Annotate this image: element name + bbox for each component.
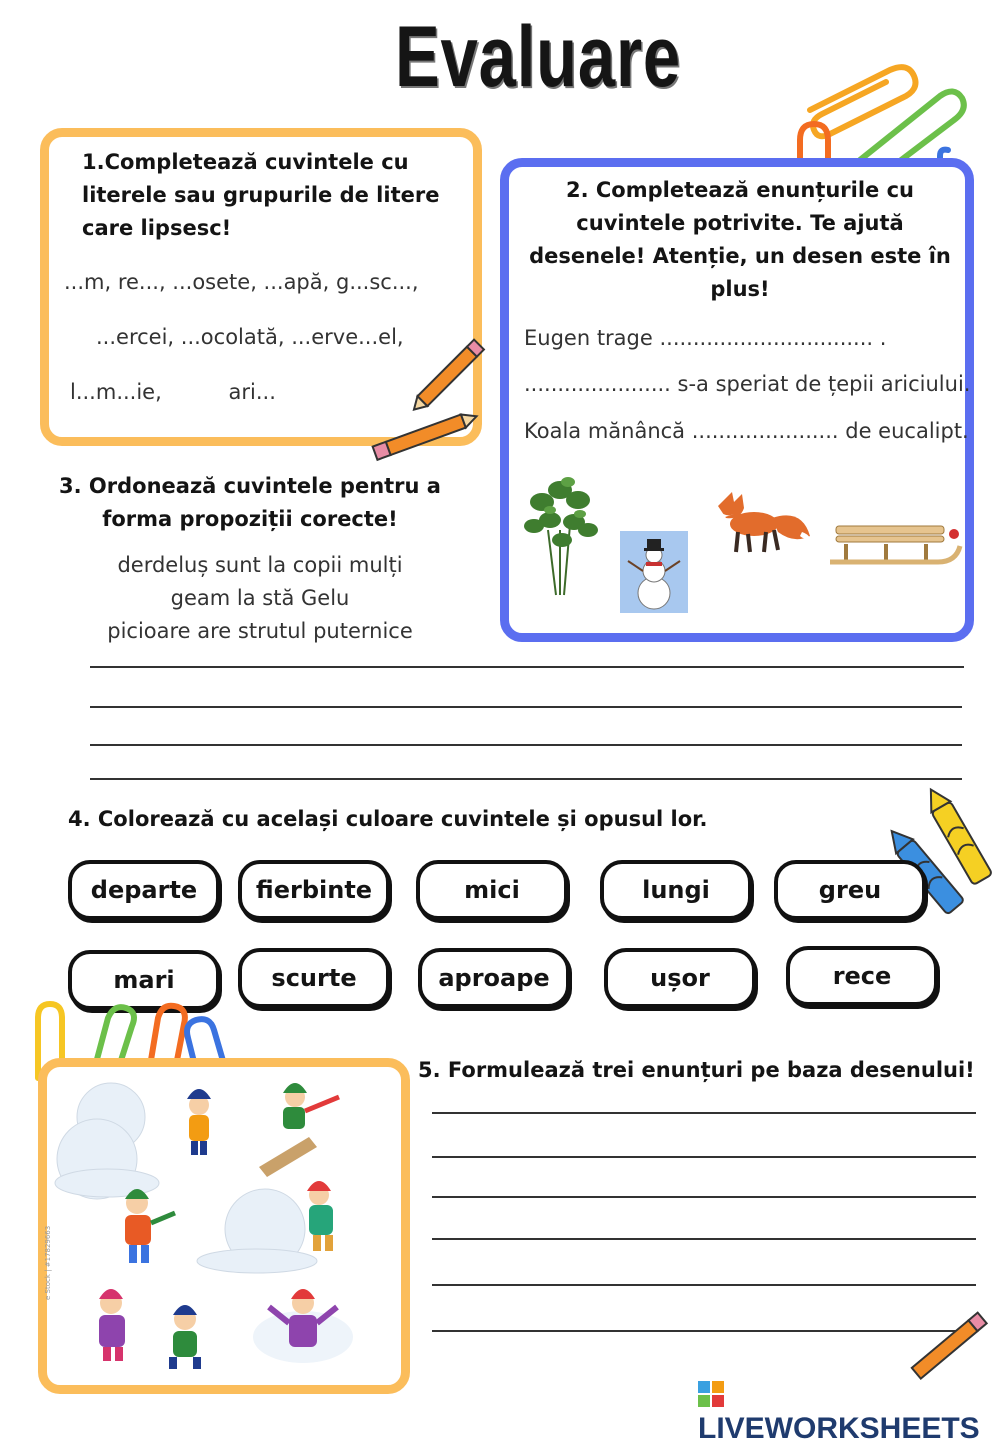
exercise-1-row[interactable]: l...m...ie, ari...: [70, 380, 276, 404]
exercise-3-sentence: picioare are strutul puternice: [107, 619, 413, 643]
exercise-2-sentence[interactable]: Koala mănâncă ...................... de eucalipt.: [524, 419, 969, 443]
image-credit: e Stock | #17829663: [44, 1225, 52, 1300]
word-pill-mari[interactable]: mari: [68, 950, 220, 1010]
word-pill-lungi[interactable]: lungi: [600, 860, 752, 920]
exercise-2-heading: 2. Completează enunțurile cu cuvintele potrivite. Te ajută desenele! Atenție, un desen este în plus!: [529, 178, 951, 301]
brand-name: LIVEWORKSHEETS: [698, 1412, 980, 1445]
eucalyptus-branch-icon[interactable]: [520, 470, 602, 595]
answer-line[interactable]: [432, 1330, 976, 1332]
word-pill-rece[interactable]: rece: [786, 946, 938, 1006]
word-pill-fierbinte[interactable]: fierbinte: [238, 860, 390, 920]
exercise-1-heading: 1.Completează cuvintele cu literele sau grupurile de litere care lipsesc!: [82, 150, 440, 240]
liveworksheets-logo-icon: [698, 1381, 724, 1407]
answer-line[interactable]: [432, 1112, 976, 1114]
answer-line[interactable]: [90, 778, 962, 780]
exercise-5-heading: 5. Formulează trei enunțuri pe baza desenului!: [418, 1058, 975, 1082]
winter-children-scene[interactable]: [47, 1067, 401, 1385]
word-pill-scurte[interactable]: scurte: [238, 948, 390, 1008]
paperclips-decoration: [790, 40, 970, 170]
child-figure: [259, 1083, 339, 1177]
snowman-icon[interactable]: [620, 531, 688, 613]
word-pill-mici[interactable]: mici: [416, 860, 568, 920]
answer-line[interactable]: [90, 744, 962, 746]
answer-line[interactable]: [90, 666, 964, 668]
exercise-4-heading: 4. Colorează cu același culoare cuvintele și opusul lor.: [68, 807, 708, 831]
exercise-3-sentence: derdeluș sunt la copii mulți: [117, 553, 403, 577]
answer-line[interactable]: [432, 1156, 976, 1158]
answer-line[interactable]: [432, 1196, 976, 1198]
sled-icon[interactable]: [826, 518, 962, 572]
pencil-icon: [902, 1300, 998, 1390]
child-figure: [187, 1089, 211, 1155]
child-figure: [125, 1189, 175, 1263]
liveworksheets-logo: [698, 1378, 1000, 1446]
word-pill-usor[interactable]: ușor: [604, 948, 756, 1008]
word-pill-departe[interactable]: departe: [68, 860, 220, 920]
child-figure: [253, 1289, 353, 1363]
exercise-2-sentence[interactable]: ...................... s-a speriat de țepii ariciului.: [524, 372, 971, 396]
page-title: Evaluare: [395, 9, 681, 105]
exercise-1-row[interactable]: ...m, re..., ...osete, ...apă, g...sc...,: [64, 270, 419, 294]
answer-line[interactable]: [90, 706, 962, 708]
answer-line[interactable]: [432, 1238, 976, 1240]
word-pill-aproape[interactable]: aproape: [418, 948, 570, 1008]
exercise-5-picture-frame: [38, 1058, 410, 1394]
child-figure: [307, 1181, 333, 1251]
exercise-2-sentence[interactable]: Eugen trage ................................ .: [524, 326, 887, 350]
exercise-3-sentence: geam la stă Gelu: [170, 586, 350, 610]
exercise-3-heading: 3. Ordonează cuvintele pentru a forma propoziții corecte!: [59, 474, 441, 531]
exercise-1-row[interactable]: ...ercei, ...ocolată, ...erve...el,: [96, 325, 404, 349]
child-figure: [169, 1305, 201, 1369]
child-figure: [99, 1289, 125, 1361]
fox-icon[interactable]: [712, 488, 812, 554]
pencil-icon: [368, 405, 488, 465]
word-pill-greu[interactable]: greu: [774, 860, 926, 920]
answer-line[interactable]: [432, 1284, 976, 1286]
